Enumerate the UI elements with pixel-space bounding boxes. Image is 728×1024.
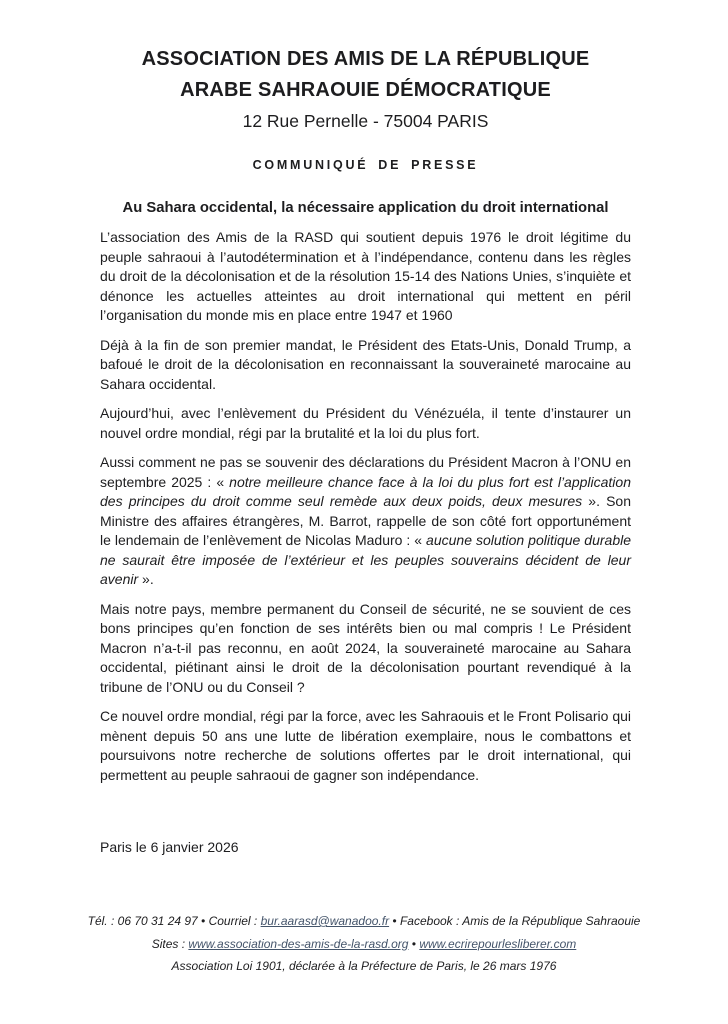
paragraph (100, 404, 631, 443)
text-run: aucune solution politique durable ne saurait être imposée de l’extérieur et les peuples souverains décident de leur avenir (100, 532, 632, 587)
document-footer (0, 910, 728, 978)
text-run: Ce nouvel ordre mondial, régi par la force, avec les Sahraouis et le Front Polisario qui mènent depuis 50 ans une lutte de libération exemplaire, nous le combattons et poursuivons notre recherche de solutions offertes par le droit international, qui permettent au peuple sahraoui de gagner son indépendance. (100, 708, 631, 783)
press-release-kicker: COMMUNIQUÉ DE PRESSE (252, 158, 479, 172)
text-run: notre meilleure chance face à la loi du plus fort est l’application des principes du droit comme seul remède aux deux poids, deux mesures (100, 473, 631, 509)
text-run: L’association des Amis de la RASD qui soutient depuis 1976 le droit légitime du peuple sahraoui à l’autodétermination et à l’indépendance, contenu dans les règles du droit de la décolonisation et de la résolution 15-14 des Nations Unies, s’inquiète et dénonce les actuelles atteintes au droit international qui mettent en péril l’organisation du monde mis en place entre 1947 et 1960 (100, 229, 631, 323)
paragraph (100, 453, 631, 590)
text-run: ». Son Ministre des affaires étrangères, M. Barrot, rappelle de son côté fort opportunément le lendemain de l’enlèvement de Nicolas Maduro : « (100, 493, 631, 548)
text-run: • (408, 936, 420, 951)
dateline: Paris le 6 janvier 2026 (100, 839, 239, 855)
document-body (100, 228, 631, 785)
text-run: ». (138, 571, 154, 587)
text-run: Sites : (151, 936, 189, 951)
footer-link[interactable]: www.association-des-amis-de-la-rasd.org (188, 936, 409, 951)
footer-contact-line (0, 910, 728, 933)
footer-link[interactable]: bur.aarasd@wanadoo.fr (260, 914, 390, 928)
text-run: Association Loi 1901, déclarée à la Préfecture de Paris, le 26 mars 1976 (171, 959, 557, 973)
paragraph (100, 707, 631, 785)
paragraph (100, 228, 631, 326)
letterhead (100, 44, 631, 133)
footer-legal-line (0, 955, 728, 978)
document-title: Au Sahara occidental, la nécessaire application du droit international (122, 200, 609, 216)
org-address: 12 Rue Pernelle - 75004 PARIS (242, 111, 489, 131)
paragraph (100, 336, 631, 395)
footer-sites-line (0, 933, 728, 956)
text-run: Tél. : 06 70 31 24 97 • Courriel : (87, 914, 261, 928)
text-run: Mais notre pays, membre permanent du Conseil de sécurité, ne se souvient de ces bons principes qu’en fonction de ses intérêts bien ou mal compris ! Le Président Macron n’a-t-il pas reconnu, en août 2024, la souveraineté marocaine au Sahara occidental, piétinant ainsi le droit de la décolonisation pourtant revendiqué à la tribune de l’ONU ou du Conseil ? (100, 600, 631, 695)
text-run: Aujourd’hui, avec l’enlèvement du Président du Vénézuéla, il tente d’instaurer un nouvel ordre mondial, régi par la brutalité et la loi du plus fort. (100, 405, 631, 441)
text-run: Aussi comment ne pas se souvenir des déclarations du Président Macron à l’ONU en septembre 2025 : « (100, 454, 631, 490)
text-run: • Facebook : Amis de la République Sahraouie (389, 914, 641, 928)
paragraph (100, 600, 631, 698)
org-name-line2: ARABE SAHRAOUIE DÉMOCRATIQUE (180, 79, 551, 101)
text-run: Déjà à la fin de son premier mandat, le Président des Etats-Unis, Donald Trump, a bafoué le droit de la décolonisation en reconnaissant la souveraineté marocaine au Sahara occidental. (100, 336, 631, 392)
footer-link[interactable]: www.ecrirepourlesliberer.com (419, 936, 577, 951)
org-name-line1: ASSOCIATION DES AMIS DE LA RÉPUBLIQUE (141, 48, 590, 70)
